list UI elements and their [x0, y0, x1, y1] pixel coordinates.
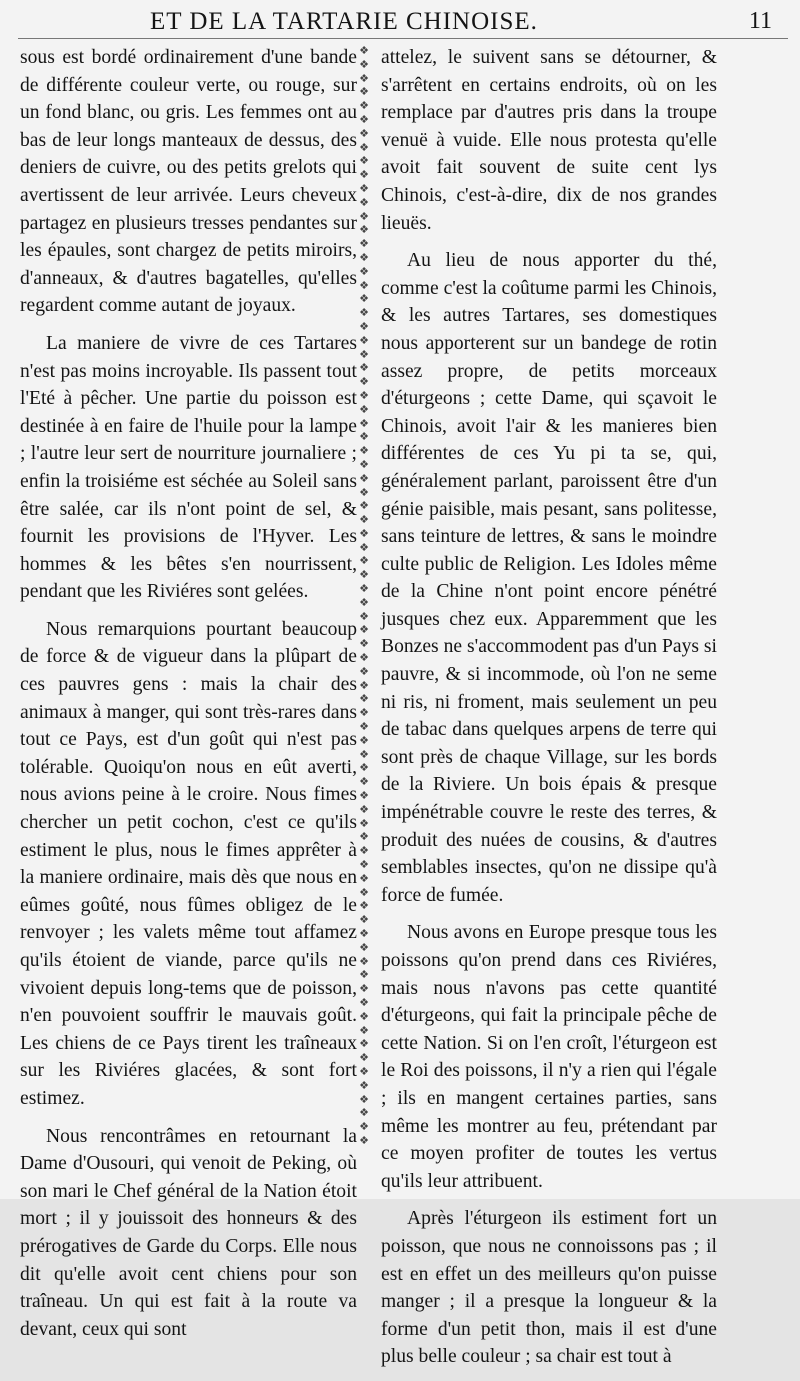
paragraph: Nous remarquions pourtant beaucoup de force & de vigueur dans la plûpart de ces pauvres gens : mais la chair des animaux à manger, qui sont très-rares dans tout ce Pays, est d'un goût qui n'est pas tolérable. Quoiqu'on nous en eût averti, nous avions peine à le croire. Nous fimes chercher un petit cochon, c'est ce qu'ils estiment le plus, nous le fimes apprêter à la maniere ordinaire, mais dès que nous en eûmes goûté, nous fûmes obligez de le renvoyer ; les valets même tout affamez qu'ils étoient de viande, parce qu'ils ne vivoient depuis long-tems que de poisson, n'en pouvoient souffrir le mauvais goût. Les chiens de ce Pays tirent les traîneaux sur les Riviéres glacées, & sont fort estimez.	[20, 618, 357, 1109]
paragraph: Après l'éturgeon ils estiment fort un poisson, que nous ne connoissons pas ; il est en effet un des meilleurs qu'on puisse manger ; il a presque la longueur & la forme d'un petit thon, mais il est d'une plus belle couleur ; sa chair est tout à	[381, 1208, 717, 1368]
left-column	[20, 44, 357, 1353]
paragraph: Nous avons en Europe presque tous les poissons qu'on prend dans ces Riviéres, mais nous n'avons pas cette quantité d'éturgeons, qui fait la principale pêche de cette Nation. Si on l'en croît, l'éturgeon est le Roi des poissons, il n'y a rien qui l'égale ; ils en mangent certaines parties, sans même les montrer au feu, prétendant par ce moyen profiter de toutes les vertus qu'ils leur attribuent.	[381, 922, 717, 1192]
ornamental-column-divider: ❖ ❖ ❖ ❖ ❖ ❖ ❖ ❖ ❖ ❖ ❖ ❖ ❖ ❖ ❖ ❖ ❖ ❖ ❖ ❖ ❖ ❖ ❖ ❖ ❖ ❖ ❖ ❖ ❖ ❖ ❖ ❖ ❖ ❖ ❖ ❖ ❖ ❖ ❖ ❖ ❖ ❖ ❖ ❖ ❖ ❖ ❖ ❖ ❖ ❖ ❖ ❖ ❖ ❖ ❖ ❖ ❖ ❖ ❖ ❖ ❖ ❖ ❖ ❖ ❖ ❖ ❖ ❖ ❖ ❖ ❖ ❖ ❖ ❖ ❖ ❖ ❖ ❖ ❖ ❖	[359, 44, 369, 1147]
header-rule	[18, 38, 788, 39]
paragraph: sous est bordé ordinairement d'une bande de différente couleur verte, ou rouge, sur un fond blanc, ou gris. Les femmes ont au bas de leur longs manteaux de dessus, des deniers de cuivre, ou des petits grelots qui avertissent de leur arrivée. Leurs cheveux partagez en plusieurs tresses pendantes sur les épaules, sont chargez de petits miroirs, d'anneaux, & d'autres bagatelles, qu'elles regardent comme autant de joyaux.	[20, 47, 357, 317]
paragraph: La maniere de vivre de ces Tartares n'est pas moins incroyable. Ils passent tout l'Eté à pêcher. Une partie du poisson est destinée à en faire de l'huile pour la lampe ; l'autre leur sert de nourriture journaliere ; enfin la troisiéme est séchée au Soleil sans être salée, car ils n'ont point de sel, & fournit les provisions de l'Hyver. Les hommes & les bêtes s'en nourrissent, pendant que les Riviéres sont gelées.	[20, 332, 357, 603]
paragraph: Au lieu de nous apporter du thé, comme c'est la coûtume parmi les Chinois, & les autres Tartares, ses domestiques nous apporterent sur un bandege de rotin assez propre, de petits morceaux d'éturgeons ; cette Dame, qui sçavoit le Chinois, avoit l'air & les manieres bien différentes de ces Yu pi ta se, qui, généralement parlant, paroissent être d'un génie paisible, mais pesant, sans politesse, sans teinture de lettres, & sans le moindre culte public de Religion. Les Idoles même de la Chine n'ont point encore pénétré jusques chez eux. Apparemment que les Bonzes ne s'accommodent pas d'un Pays si pauvre, & si incommode, où l'on ne seme ni ris, ni froment, mais seulement un peu de tabac dans quelques arpens de terre qui sont près de chaque Village, sur les bords de la Riviere. Un bois épais & presque impénétrable couvre le reste des terres, & produit des nuées de cousins, & d'autres semblables insectes, qu'on ne dissipe qu'à force de fumée.	[381, 250, 718, 906]
running-title: ET DE LA TARTARIE CHINOISE.	[150, 8, 538, 35]
paragraph: attelez, le suivent sans se détourner, & s'arrêtent en certains endroits, où on les remplace par d'autres pris dans la troupe venuë à vuide. Elle nous protesta qu'elle avoit fait souvent de suite cent lys Chinois, c'est-à-dire, dix de nos grandes lieuës.	[381, 47, 717, 234]
right-column	[381, 44, 717, 1381]
page-number: 11	[748, 8, 772, 34]
page-header	[0, 6, 800, 38]
paragraph: Nous rencontrâmes en retournant la Dame d'Ousouri, qui venoit de Peking, où son mari le Chef général de la Nation étoit mort ; il y jouissoit des honneurs & des prérogatives de Garde du Corps. Elle nous dit qu'elle avoit cent chiens pour son traîneau. Un qui est fait à la route va devant, ceux qui sont	[20, 1125, 357, 1340]
